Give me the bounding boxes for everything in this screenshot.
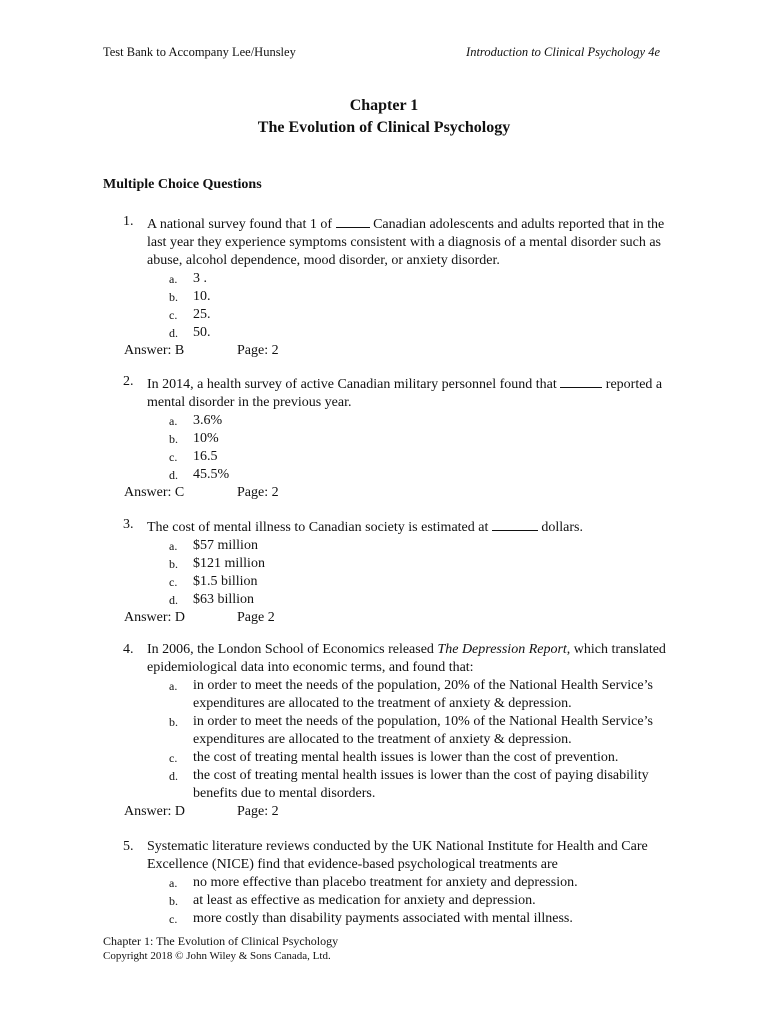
option-c: c. 16.5 [169, 449, 218, 464]
question-number: 3. [123, 517, 134, 532]
answer-blank [560, 373, 602, 388]
answer-key: Answer: B [124, 343, 185, 358]
option-d: d. the cost of treating mental health issues is lower than the cost of paying disability benefits due to mental disorders. [169, 768, 649, 801]
question-text: In 2006, the London School of Economics released The Depression Report, which translated epidemiological data into economic terms, and found that: [147, 642, 666, 675]
question-number: 5. [123, 839, 134, 854]
option-d: d. $63 billion [169, 592, 255, 607]
answer-line [103, 803, 683, 821]
option-a: a. 3.6% [169, 413, 223, 428]
option-b: b. $121 million [169, 556, 265, 571]
answer-line [103, 484, 683, 502]
report-title: The Depression Report [437, 642, 567, 657]
page-reference: Page 2 [237, 610, 275, 625]
option-a: a. no more effective than placebo treatment for anxiety and depression. [169, 875, 578, 890]
option-list [103, 270, 683, 342]
page-reference: Page: 2 [237, 343, 279, 358]
running-header-left: Test Bank to Accompany Lee/Hunsley [103, 45, 296, 59]
option-c: c. the cost of treating mental health issues is lower than the cost of prevention. [169, 750, 619, 765]
option-list [103, 537, 683, 609]
answer-key: Answer: D [124, 804, 186, 819]
footer-chapter: Chapter 1: The Evolution of Clinical Psychology [103, 934, 339, 948]
option-a: a. 3 . [169, 271, 207, 286]
question-number: 2. [123, 374, 134, 389]
option-a: a. $57 million [169, 538, 258, 553]
option-c: c. 25. [169, 307, 211, 322]
question-5 [103, 838, 683, 928]
option-list [103, 677, 683, 803]
answer-blank [336, 213, 370, 228]
question-2 [103, 373, 683, 502]
question-3 [103, 516, 683, 627]
answer-key: Answer: C [124, 485, 185, 500]
option-c: c. more costly than disability payments associated with mental illness. [169, 911, 573, 926]
question-text: Systematic literature reviews conducted by the UK National Institute for Health and Care Excellence (NICE) find that evidence-based psychological treatments are [147, 839, 648, 872]
option-d: d. 50. [169, 325, 211, 340]
question-number: 4. [123, 642, 134, 657]
answer-line [103, 609, 683, 627]
option-c: c. $1.5 billion [169, 574, 258, 589]
running-header-right: Introduction to Clinical Psychology 4e [466, 45, 660, 59]
question-number: 1. [123, 214, 134, 229]
question-text: A national survey found that 1 of Canadian adolescents and adults reported that in the last year they experience symptoms consistent with a diagnosis of a mental disorder such as abuse, alcohol dependence, mood disorder, or anxiety disorder. [147, 213, 683, 270]
footer-copyright: Copyright 2018 © John Wiley & Sons Canada, Ltd. [103, 950, 331, 962]
question-text: The cost of mental illness to Canadian society is estimated at dollars. [147, 516, 683, 537]
option-b: b. in order to meet the needs of the population, 10% of the National Health Service’s expenditures are allocated to the treatment of anxiety & depression. [169, 714, 653, 747]
question-1 [103, 213, 683, 360]
option-b: b. 10% [169, 431, 219, 446]
answer-key: Answer: D [124, 610, 186, 625]
answer-blank [492, 516, 538, 531]
option-list [103, 874, 683, 928]
chapter-number: Chapter 1 [349, 97, 419, 114]
option-b: b. at least as effective as medication for anxiety and depression. [169, 893, 536, 908]
page-reference: Page: 2 [237, 485, 279, 500]
chapter-title: The Evolution of Clinical Psychology [257, 119, 511, 136]
page-reference: Page: 2 [237, 804, 279, 819]
question-text: In 2014, a health survey of active Canadian military personnel found that reported a mental disorder in the previous year. [147, 373, 683, 412]
option-b: b. 10. [169, 289, 211, 304]
answer-line [103, 342, 683, 360]
section-heading: Multiple Choice Questions [103, 177, 262, 192]
option-list [103, 412, 683, 484]
option-d: d. 45.5% [169, 467, 230, 482]
question-4 [103, 641, 683, 821]
option-a: a. in order to meet the needs of the population, 20% of the National Health Service’s expenditures are allocated to the treatment of anxiety & depression. [169, 678, 653, 711]
